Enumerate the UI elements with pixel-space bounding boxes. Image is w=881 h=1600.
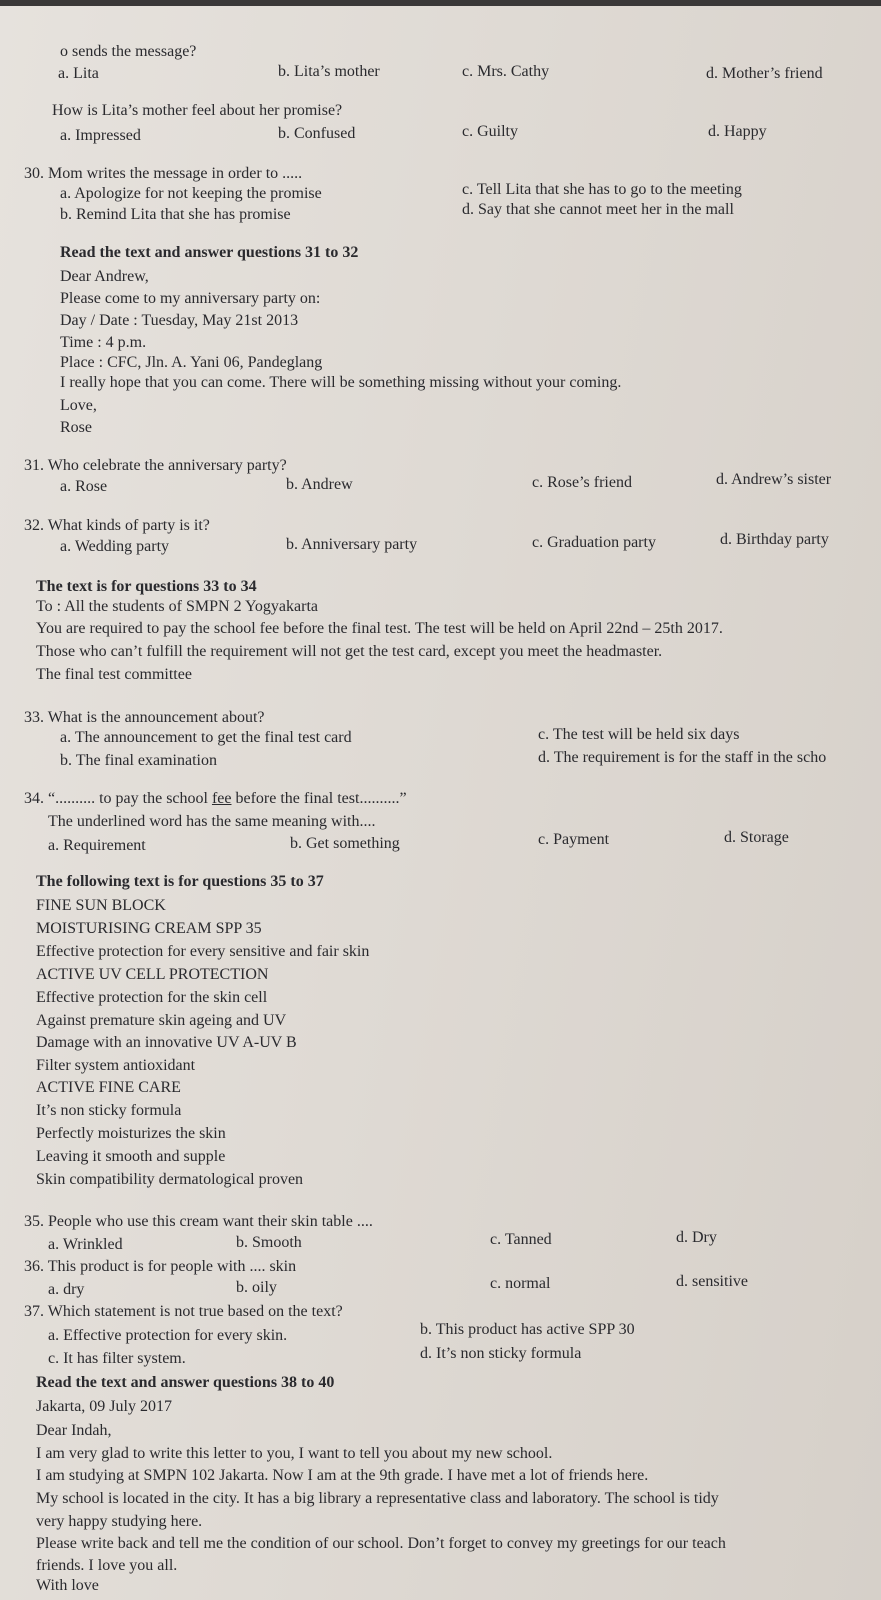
letter-line: I am very glad to write this letter to you, I want to tell you about my new school. (36, 1445, 553, 1462)
q37-option-c: c. It has filter system. (48, 1350, 186, 1367)
announcement-line: The final test committee (36, 666, 192, 683)
letter-line: Jakarta, 09 July 2017 (36, 1398, 172, 1415)
q32-question: 32. What kinds of party is it? (24, 517, 210, 534)
sunblock-line: ACTIVE UV CELL PROTECTION (36, 966, 269, 983)
q37-option-d: d. It’s non sticky formula (420, 1345, 582, 1362)
q33-option-b: b. The final examination (60, 752, 217, 769)
q34-question-post: before the final test..........” (231, 790, 407, 807)
sunblock-line: Leaving it smooth and supple (36, 1148, 226, 1165)
q30-option-d: d. Say that she cannot meet her in the mall (462, 201, 734, 218)
q30-option-b: b. Remind Lita that she has promise (60, 206, 291, 223)
q36-option-d: d. sensitive (676, 1273, 748, 1290)
q33-option-d: d. The requirement is for the staff in the scho (538, 749, 827, 766)
letter-line: Please write back and tell me the condition of our school. Don’t forget to convey my greetings for our teach (36, 1535, 726, 1552)
letter-line: very happy studying here. (36, 1513, 203, 1530)
letter-line: With love (36, 1577, 99, 1594)
q29-option-a: a. Impressed (60, 127, 141, 144)
invitation-line: Place : CFC, Jln. A. Yani 06, Pandeglang (60, 354, 323, 371)
q32-option-b: b. Anniversary party (286, 536, 418, 553)
announcement-line: You are required to pay the school fee before the final test. The test will be held on April 22nd – 25th 2017. (36, 620, 723, 637)
q35-option-a: a. Wrinkled (48, 1236, 123, 1253)
invitation-line: Rose (60, 419, 92, 436)
invitation-line: Love, (60, 397, 97, 414)
sunblock-line: ACTIVE FINE CARE (36, 1079, 181, 1096)
sunblock-line: It’s non sticky formula (36, 1102, 182, 1119)
sunblock-line: MOISTURISING CREAM SPP 35 (36, 920, 262, 937)
letter-line: I am studying at SMPN 102 Jakarta. Now I am at the 9th grade. I have met a lot of friends here. (36, 1467, 649, 1484)
q34-question-line2: The underlined word has the same meaning with.... (48, 813, 376, 830)
letter-line: friends. I love you all. (36, 1557, 178, 1574)
q37-option-a: a. Effective protection for every skin. (48, 1327, 288, 1344)
q36-option-c: c. normal (490, 1275, 551, 1292)
sunblock-line: Effective protection for the skin cell (36, 989, 268, 1006)
q28-question: o sends the message? (60, 43, 197, 60)
q31-option-c: c. Rose’s friend (532, 474, 632, 491)
q28-option-c: c. Mrs. Cathy (462, 63, 550, 80)
letter-line: My school is located in the city. It has a big library a representative class and laboratory. The school is tidy (36, 1490, 719, 1507)
q35-option-c: c. Tanned (490, 1231, 552, 1248)
q29-option-b: b. Confused (278, 125, 356, 142)
sunblock-heading: The following text is for questions 35 to 37 (36, 873, 324, 890)
q37-option-b: b. This product has active SPP 30 (420, 1321, 635, 1338)
q34-underlined-word: fee (211, 790, 232, 807)
invitation-line: Day / Date : Tuesday, May 21st 2013 (60, 312, 299, 329)
q29-option-d: d. Happy (708, 123, 767, 140)
invitation-line: Please come to my anniversary party on: (60, 290, 321, 307)
q34-question (24, 789, 407, 809)
q31-option-d: d. Andrew’s sister (716, 471, 832, 488)
sunblock-line: Damage with an innovative UV A-UV B (36, 1034, 297, 1051)
sunblock-line: FINE SUN BLOCK (36, 897, 166, 914)
q34-question-pre: 34. “.......... to pay the school (24, 790, 212, 807)
q34-option-a: a. Requirement (48, 837, 146, 854)
q28-option-a: a. Lita (58, 65, 99, 82)
q30-option-c: c. Tell Lita that she has to go to the meeting (462, 181, 742, 198)
sunblock-line: Filter system antioxidant (36, 1057, 196, 1074)
q30-question: 30. Mom writes the message in order to ..... (24, 165, 303, 182)
letter-heading: Read the text and answer questions 38 to 40 (36, 1374, 335, 1391)
q29-question: How is Lita’s mother feel about her promise? (52, 102, 343, 119)
announcement-line: Those who can’t fulfill the requirement will not get the test card, except you meet the headmaster. (36, 643, 663, 660)
q31-option-a: a. Rose (60, 478, 108, 495)
sunblock-line: Against premature skin ageing and UV (36, 1012, 287, 1029)
q32-option-a: a. Wedding party (60, 538, 170, 555)
q33-option-c: c. The test will be held six days (538, 726, 740, 743)
q34-option-c: c. Payment (538, 831, 610, 848)
invitation-line: Dear Andrew, (60, 268, 149, 285)
sunblock-line: Perfectly moisturizes the skin (36, 1125, 226, 1142)
q32-option-d: d. Birthday party (720, 531, 829, 548)
q36-option-a: a. dry (48, 1281, 85, 1298)
letter-line: Dear Indah, (36, 1422, 112, 1439)
sunblock-line: Skin compatibility dermatological proven (36, 1171, 304, 1188)
q33-question: 33. What is the announcement about? (24, 709, 265, 726)
q28-option-d: d. Mother’s friend (706, 65, 823, 82)
invitation-heading: Read the text and answer questions 31 to 32 (60, 244, 359, 261)
announcement-heading: The text is for questions 33 to 34 (36, 578, 257, 595)
q30-option-a: a. Apologize for not keeping the promise (60, 185, 322, 202)
invitation-line: Time : 4 p.m. (60, 334, 147, 351)
q36-option-b: b. oily (236, 1279, 277, 1296)
q35-question: 35. People who use this cream want their skin table .... (24, 1213, 373, 1230)
q32-option-c: c. Graduation party (532, 534, 656, 551)
q35-option-b: b. Smooth (236, 1234, 302, 1251)
q36-question: 36. This product is for people with .... skin (24, 1258, 297, 1275)
q34-option-b: b. Get something (290, 835, 400, 852)
q28-option-b: b. Lita’s mother (278, 63, 380, 80)
q31-question: 31. Who celebrate the anniversary party? (24, 457, 287, 474)
announcement-line: To : All the students of SMPN 2 Yogyakarta (36, 598, 318, 615)
q35-option-d: d. Dry (676, 1229, 717, 1246)
q29-option-c: c. Guilty (462, 123, 518, 140)
sunblock-line: Effective protection for every sensitive and fair skin (36, 943, 370, 960)
q31-option-b: b. Andrew (286, 476, 353, 493)
invitation-line: I really hope that you can come. There will be something missing without your coming. (60, 374, 622, 391)
q34-option-d: d. Storage (724, 829, 789, 846)
q37-question: 37. Which statement is not true based on the text? (24, 1303, 343, 1320)
q33-option-a: a. The announcement to get the final test card (60, 729, 352, 746)
